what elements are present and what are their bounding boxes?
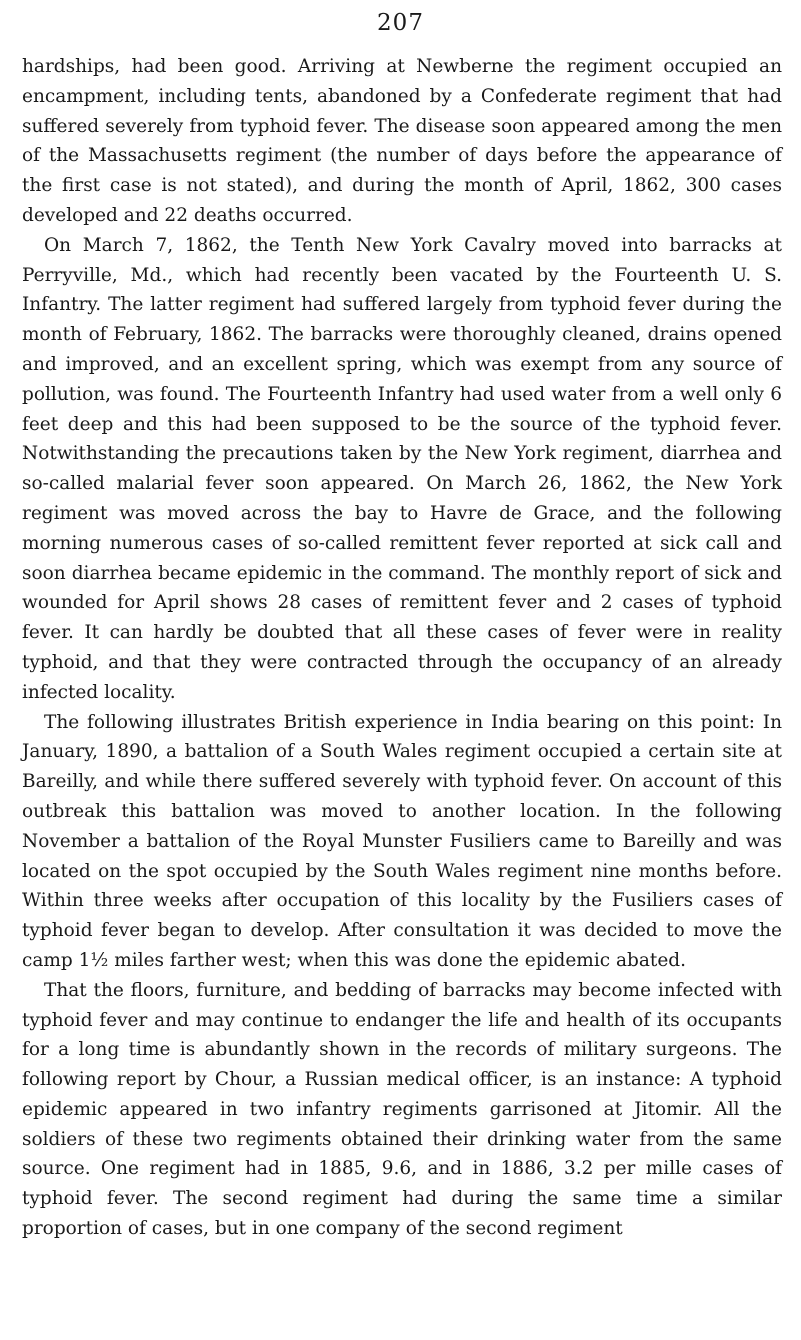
page-number: 207 [377, 10, 424, 36]
paragraph-tenth-new-york-cavalry: On March 7, 1862, the Tenth New York Cavalry moved into barracks at Perryville, Md., which had recently been vacated by the Fourteenth U. S. Infantry. The latter regiment had suffered largely from typhoid fever during the month of February, 1862. The barracks were thoroughly cleaned, drains opened and improved, and an excellent spring, which was exempt from any source of pollution, was found. The Fourteenth Infantry had used water from a well only 6 feet deep and this had been supposed to be the source of the typhoid fever. Notwithstanding the precautions taken by the New York regiment, diarrhea and so-called malarial fever soon appeared. On March 26, 1862, the New York regiment was moved across the bay to Havre de Grace, and the following morning numerous cases of so-called remittent fever reported at sick call and soon diarrhea became epidemic in the command. The monthly report of sick and wounded for April shows 28 cases of remittent fever and 2 cases of typhoid fever. It can hardly be doubted that all these cases of fever were in reality typhoid, and that they were contracted through the occupancy of an already infected locality. [22, 234, 782, 703]
paragraph-british-experience-india: The following illustrates British experience in India bearing on this point: In January, 1890, a battalion of a South Wales regiment occupied a certain site at Bareilly, and while there suffered severely with typhoid fever. On account of this outbreak this battalion was moved to another location. In the following November a battalion of the Royal Munster Fusiliers came to Bareilly and was located on the spot occupied by the South Wales regiment nine months before. Within three weeks after occupation of this locality by the Fusiliers cases of typhoid fever began to develop. After consultation it was decided to move the camp 1½ miles farther west; when this was done the epidemic abated. [22, 711, 782, 971]
paragraph-infected-barracks: That the floors, furniture, and bedding of barracks may become infected with typhoid fever and may continue to endanger the life and health of its occupants for a long time is abundantly shown in the records of military surgeons. The following report by Chour, a Russian medical officer, is an instance: A typhoid epidemic appeared in two infantry regiments garrisoned at Jitomir. All the soldiers of these two regiments obtained their drinking water from the same source. One regiment had in 1885, 9.6, and in 1886, 3.2 per mille cases of typhoid fever. The second regiment had during the same time a similar proportion of cases, but in one company of the second regiment [22, 979, 782, 1240]
body-text [22, 52, 782, 1244]
paragraph-continuation: hardships, had been good. Arriving at Newberne the regiment occupied an encampment, including tents, abandoned by a Confederate regiment that had suffered severely from typhoid fever. The disease soon appeared among the men of the Massachusetts regiment (the number of days before the appearance of the first case is not stated), and during the month of April, 1862, 300 cases developed and 22 deaths occurred. [22, 56, 782, 226]
